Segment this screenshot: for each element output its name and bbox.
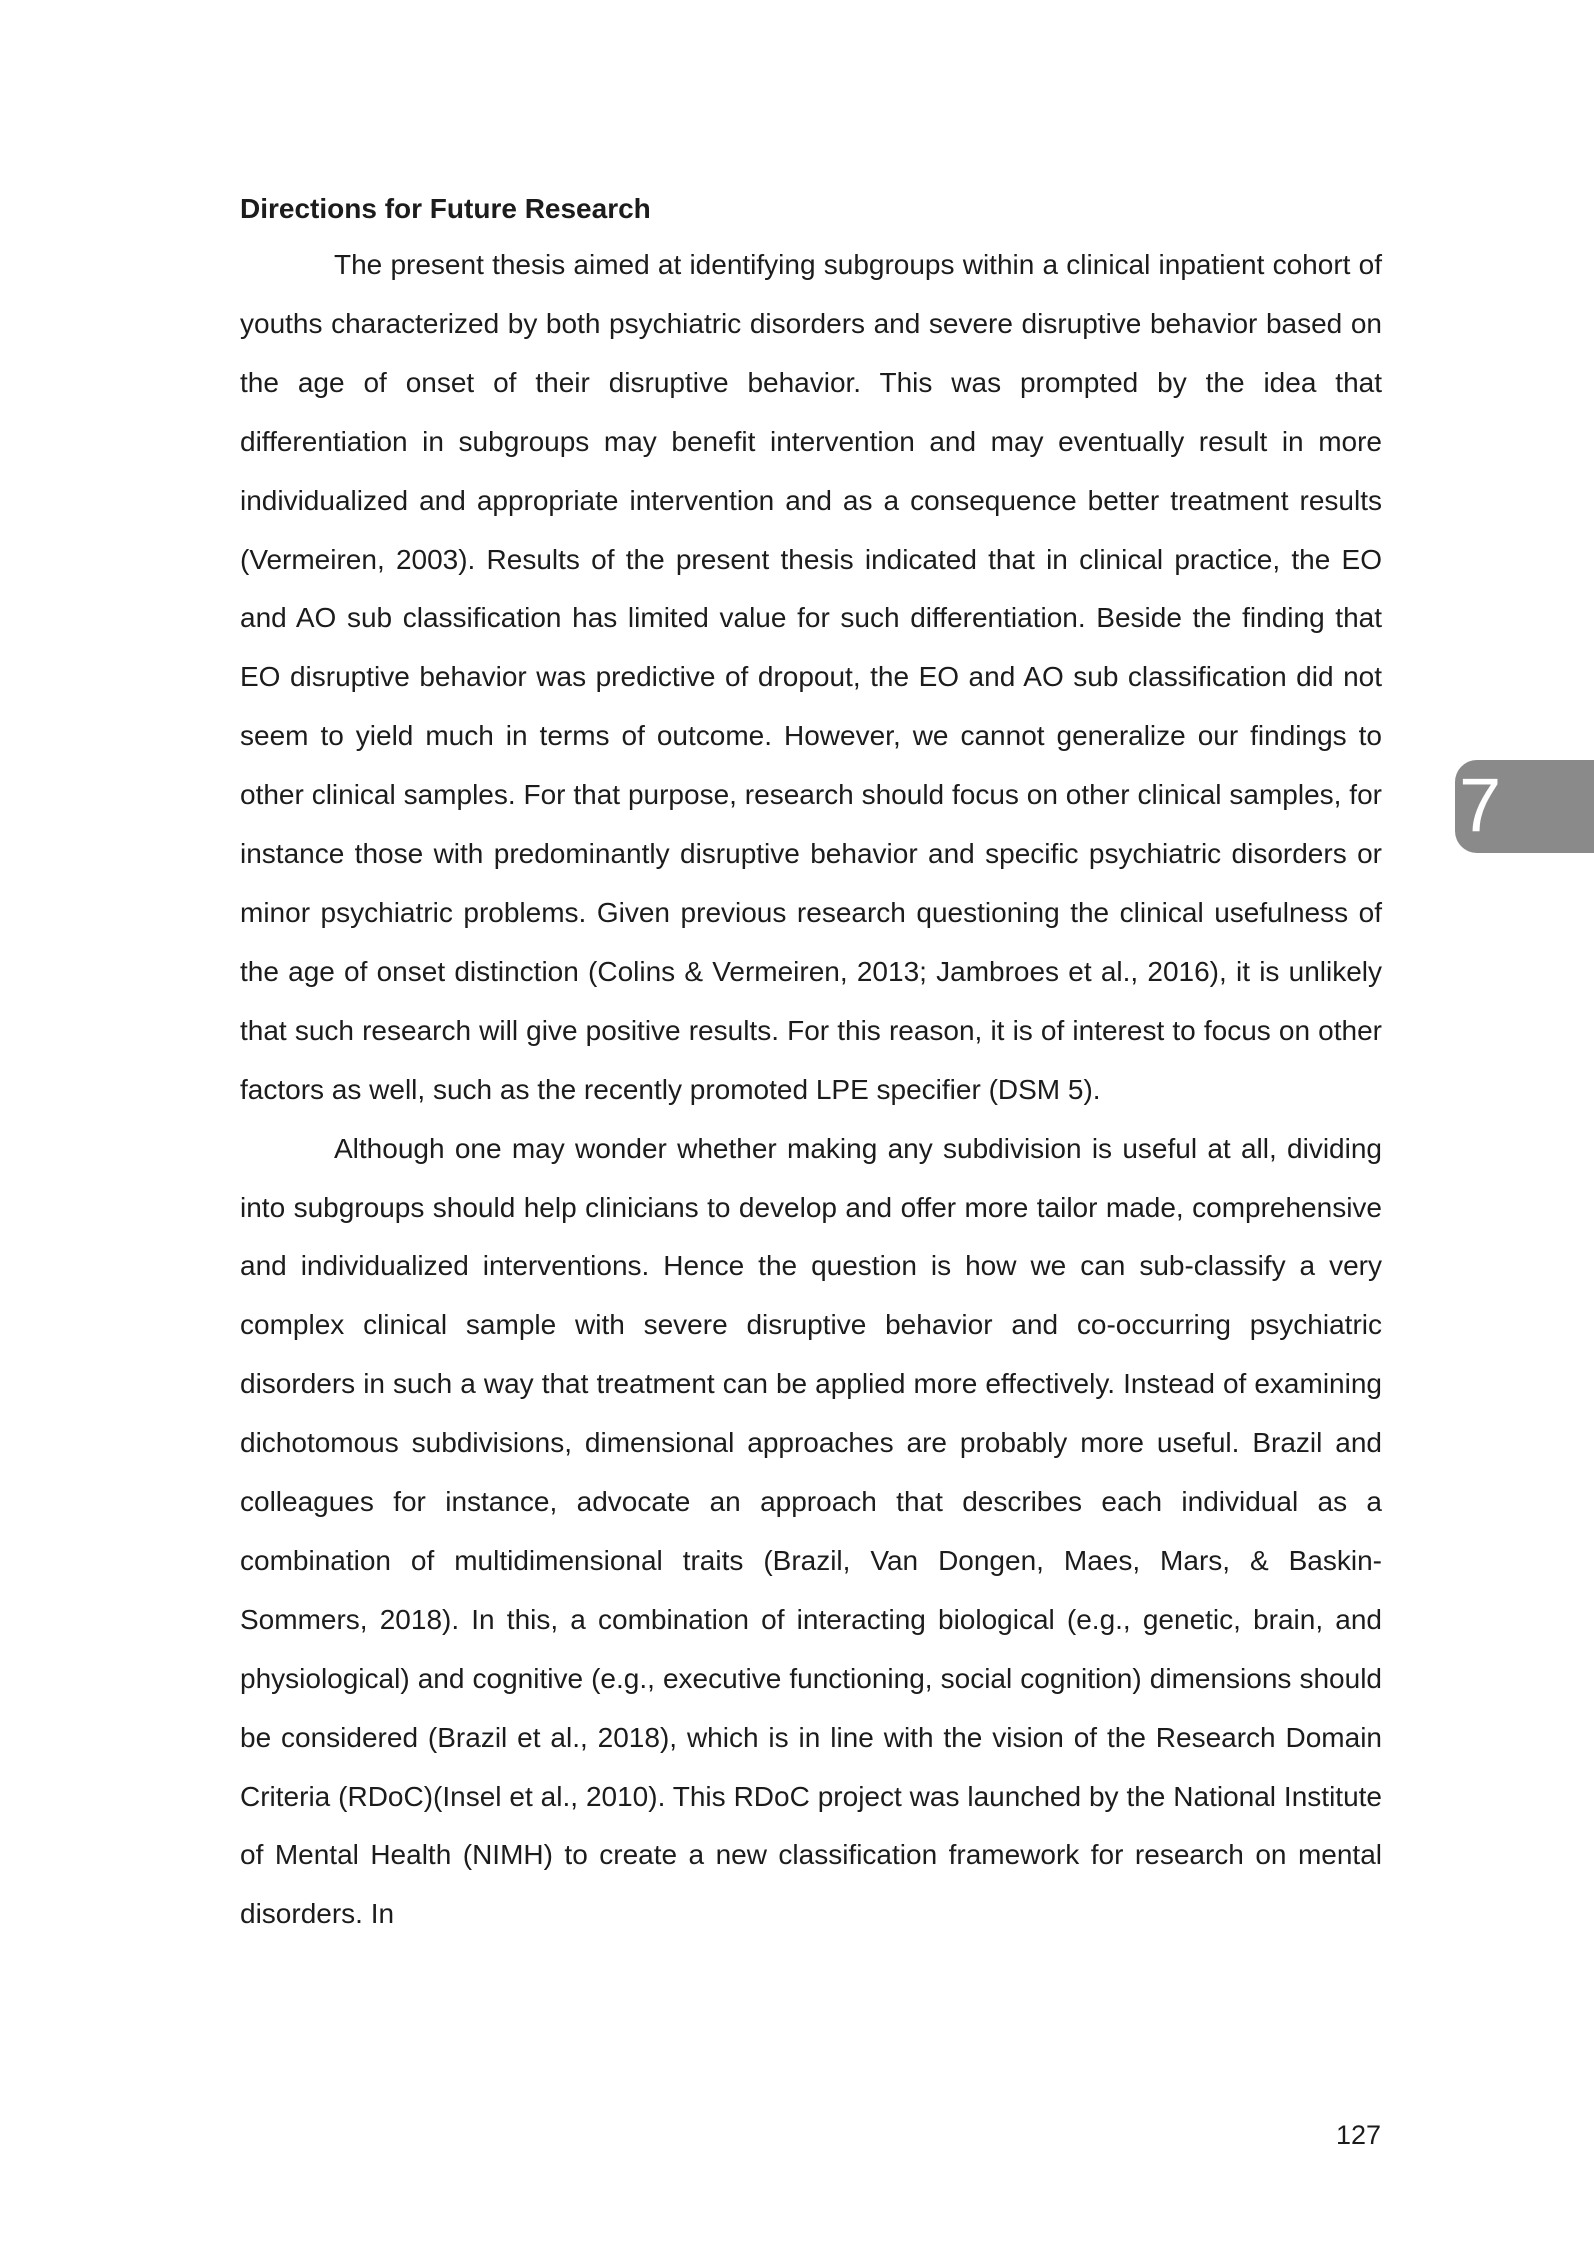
chapter-tab [1455, 760, 1594, 853]
section-heading: Directions for Future Research [240, 193, 651, 224]
page-number: 127 [1336, 2120, 1382, 2150]
paragraph-1: The present thesis aimed at identifying subgroups within a clinical inpatient cohort of youths characterized by both psychiatric disorders and severe disruptive behavior based on the age of onset of their disruptive behavior. This was prompted by the idea that differentiation in subgroups may benefit intervention and may eventually result in more individualized and appropriate intervention and as a consequence better treatment results (Vermeiren, 2003). Results of the present thesis indicated that in clinical practice, the EO and AO sub classification has limited value for such differentiation. Beside the finding that EO disruptive behavior was predictive of dropout, the EO and AO sub classification did not seem to yield much in terms of outcome. However, we cannot generalize our findings to other clinical samples. For that purpose, research should focus on other clinical samples, for instance those with predominantly disruptive behavior and specific psychiatric disorders or minor psychiatric problems. Given previous research questioning the clinical usefulness of the age of onset distinction (Colins & Vermeiren, 2013; Jambroes et al., 2016), it is unlikely that such research will give positive results. For this reason, it is of interest to focus on other factors as well, such as the recently promoted LPE specifier (DSM 5). [240, 249, 1382, 1105]
chapter-number: 7 [1459, 763, 1502, 848]
paragraph-2: Although one may wonder whether making any subdivision is useful at all, dividing into subgroups should help clinicians to develop and offer more tailor made, comprehensive and individualized interventions. Hence the question is how we can sub-classify a very complex clinical sample with severe disruptive behavior and co-occurring psychiatric disorders in such a way that treatment can be applied more effectively. Instead of examining dichotomous subdivisions, dimensional approaches are probably more useful. Brazil and colleagues for instance, advocate an approach that describes each individual as a combination of multidimensional traits (Brazil, Van Dongen, Maes, Mars, & Baskin-Sommers, 2018). In this, a combination of interacting biological (e.g., genetic, brain, and physiological) and cognitive (e.g., executive functioning, social cognition) dimensions should be considered (Brazil et al., 2018), which is in line with the vision of the Research Domain Criteria (RDoC)(Insel et al., 2010). This RDoC project was launched by the National Institute of Mental Health (NIMH) to create a new classification framework for research on mental disorders. In [240, 1132, 1382, 1930]
section-body [240, 190, 1382, 1944]
